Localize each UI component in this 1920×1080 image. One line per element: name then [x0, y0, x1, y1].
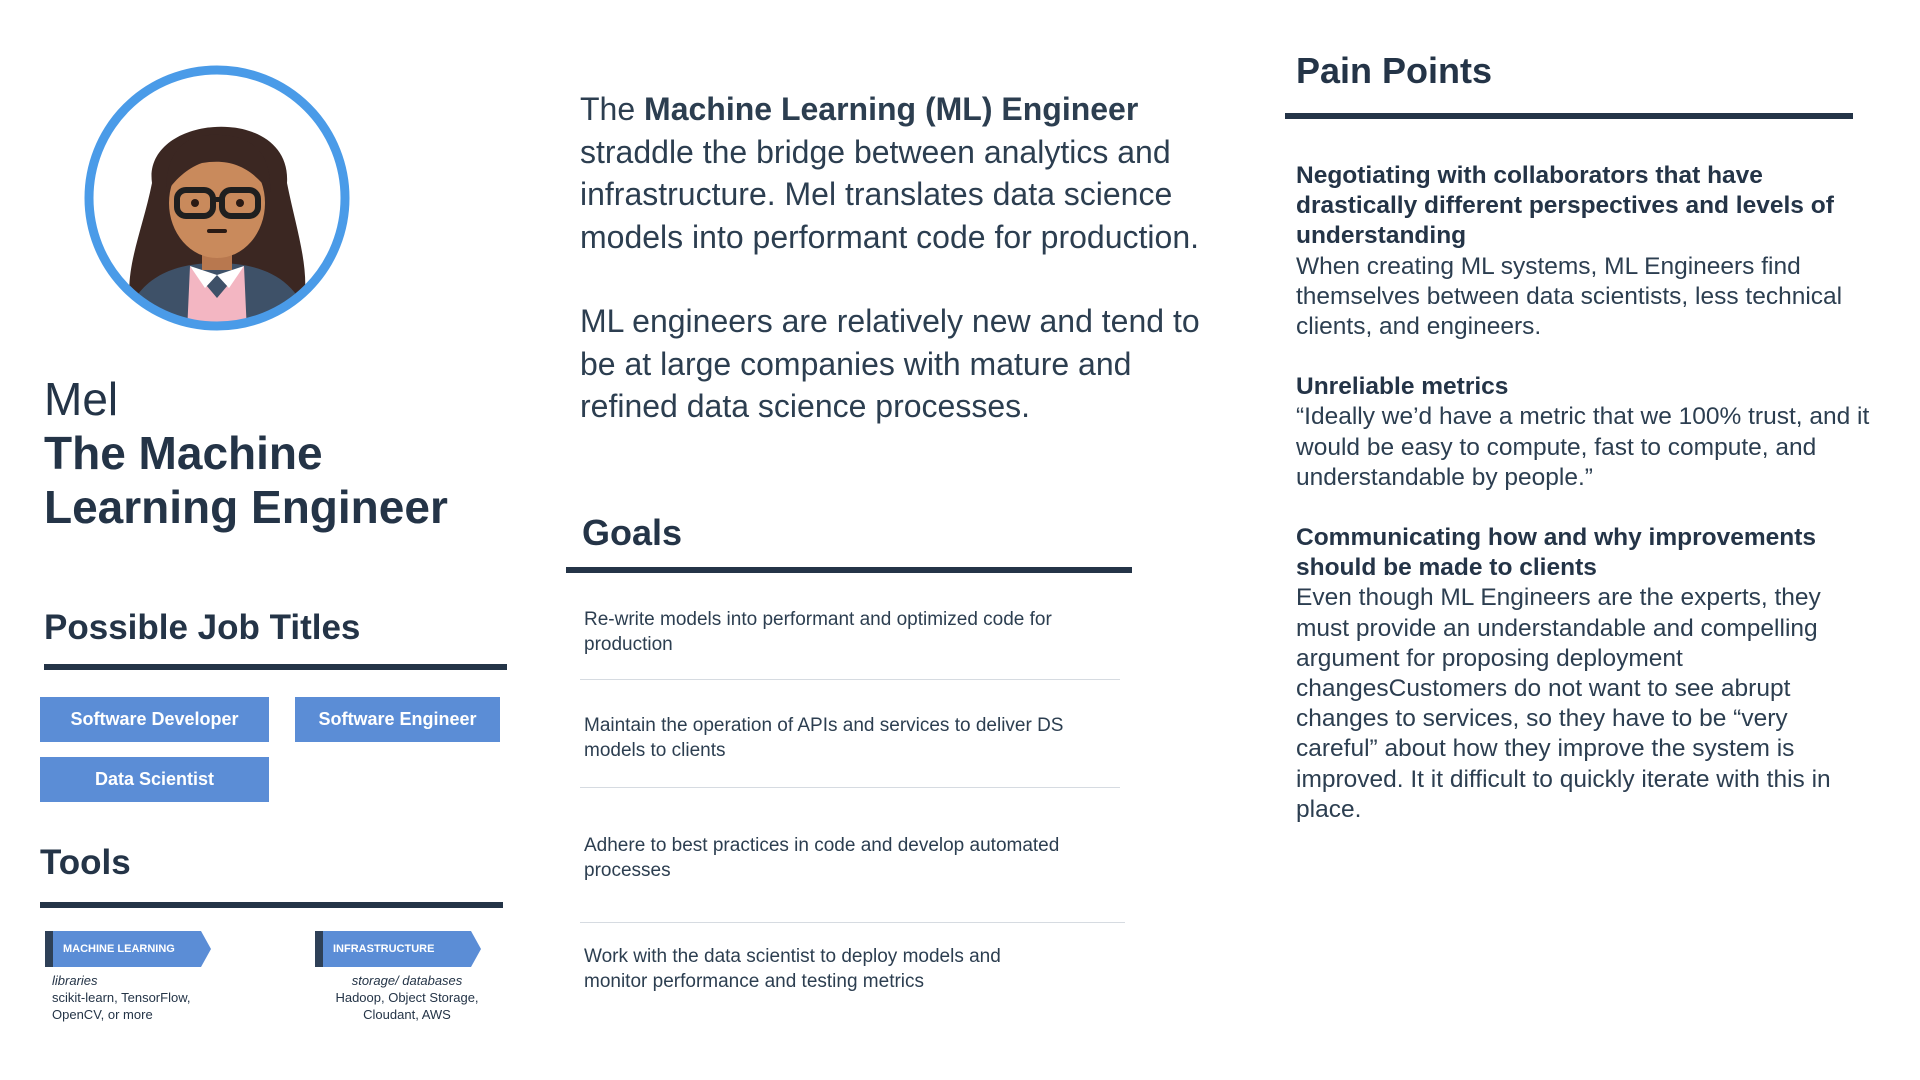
- intro-text: straddle the bridge between analytics and infrastructure. Mel translates data science models into performant code for production.: [580, 133, 1199, 255]
- intro-title: Machine Learning (ML) Engineer: [644, 91, 1139, 127]
- tool-category: libraries: [52, 973, 98, 988]
- tool-tag-machine-learning: [45, 931, 211, 967]
- pain-point-body: “Ideally we’d have a metric that we 100% trust, and it would be easy to compute, fast to compute, and understandable by people.”: [1296, 403, 1870, 491]
- goal-separator: [580, 787, 1120, 788]
- pain-point-title: Unreliable metrics: [1296, 373, 1509, 401]
- job-title-chip[interactable]: Data Scientist: [40, 757, 269, 802]
- goal-separator: [580, 922, 1125, 923]
- pain-point-item: [1296, 161, 1876, 342]
- pain-point-body: When creating ML systems, ML Engineers find themselves between data scientists, less technical clients, and engineers.: [1296, 252, 1843, 341]
- pain-point-title: Negotiating with collaborators that have drastically different perspectives and levels of understanding: [1296, 162, 1834, 250]
- goals-heading: Goals: [582, 512, 683, 553]
- tool-tag-label: INFRASTRUCTURE: [333, 943, 435, 955]
- job-titles-heading: Possible Job Titles: [44, 608, 361, 647]
- goal-item: Maintain the operation of APIs and services to deliver DS models to clients: [584, 715, 1064, 761]
- tool-description: [52, 972, 232, 1023]
- pain-point-title: Communicating how and why improvements should be made to clients: [1296, 524, 1817, 582]
- job-title-chip[interactable]: Software Developer: [40, 697, 269, 742]
- tools-heading: Tools: [40, 843, 131, 882]
- tool-tag-label: MACHINE LEARNING: [63, 943, 175, 955]
- goal-item: Re-write models into performant and optimized code for production: [584, 609, 1052, 655]
- intro-lead: The: [580, 91, 645, 127]
- goal-item: Adhere to best practices in code and develop automated processes: [584, 835, 1060, 881]
- tool-detail: scikit-learn, TensorFlow, OpenCV, or more: [52, 990, 191, 1022]
- pain-points-list: [1296, 161, 1876, 855]
- persona-avatar: [82, 63, 352, 333]
- tool-description: [318, 972, 496, 1023]
- intro-paragraph-2: ML engineers are relatively new and tend to be at large companies with mature and refined data science processes.: [580, 303, 1200, 424]
- tool-category: storage/ databases: [351, 973, 463, 988]
- job-title-chip[interactable]: Software Engineer: [295, 697, 500, 742]
- tool-detail: Hadoop, Object Storage, Cloudant, AWS: [335, 990, 479, 1022]
- persona-intro: [580, 88, 1200, 428]
- tool-tag-infrastructure: [315, 931, 481, 967]
- pain-point-item: [1296, 523, 1876, 825]
- tools-divider: [40, 902, 503, 908]
- intro-paragraph: [580, 88, 1200, 258]
- goal-separator: [580, 679, 1120, 680]
- persona-role: The Machine Learning Engineer: [44, 427, 448, 533]
- pain-point-item: [1296, 372, 1876, 493]
- goal-item: Work with the data scientist to deploy models and monitor performance and testing metrics: [584, 946, 1001, 992]
- pain-point-body: Even though ML Engineers are the experts, they must provide an understandable and compelling argument for proposing deployment changesCustomers do not want to see abrupt changes to services, so they have to be “very careful” about how they improve the system is improved. It it difficult to quickly iterate with this in place.: [1296, 584, 1831, 823]
- pain-points-heading: Pain Points: [1296, 50, 1493, 91]
- persona-name: Mel: [44, 373, 119, 425]
- pain-points-divider: [1285, 113, 1853, 119]
- goals-divider: [566, 567, 1132, 573]
- job-titles-divider: [44, 664, 507, 670]
